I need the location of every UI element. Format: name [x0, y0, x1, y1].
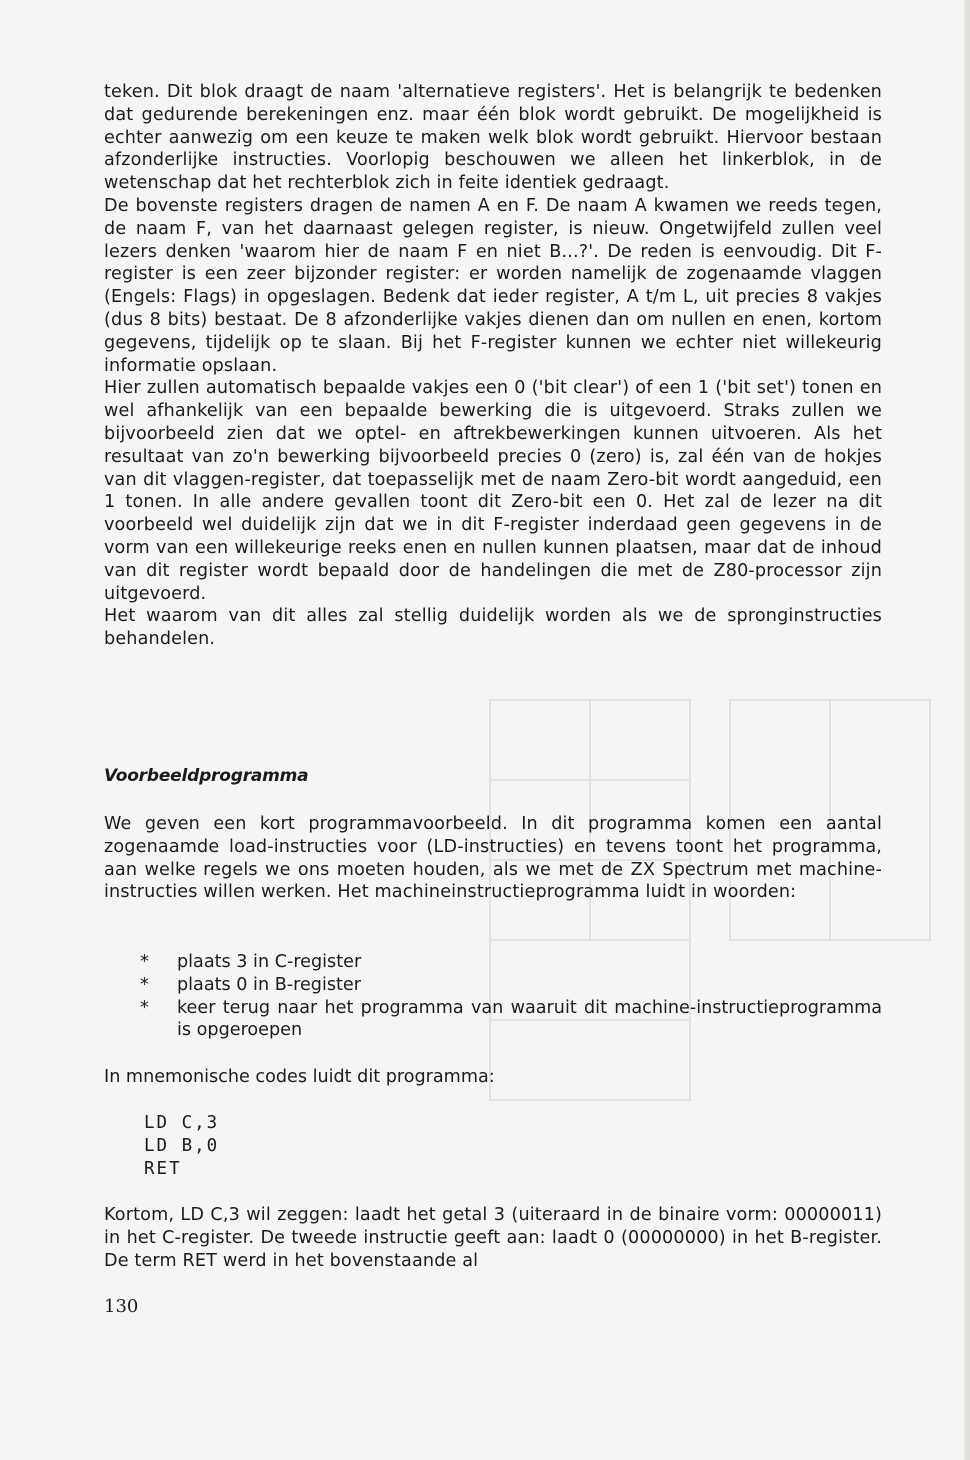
closing-text: [104, 1204, 882, 1272]
page-number: 130: [104, 1296, 139, 1317]
page-edge-shadow: [964, 0, 970, 1460]
bullet-marker: *: [140, 974, 149, 995]
paragraph-alternatieve-registers: teken. Dit blok draagt de naam 'alternatieve registers'. Het is belangrijk te bedenken dat gedurende berekeningen enz. maar één blok wordt gebruikt. De mogelijkheid is echter aanwezig om een keuze te maken welk blok wordt gebruikt. Hiervoor bestaan afzonderlijke instructies. Voorlopig beschouwen we alleen het linkerblok, in de wetenschap dat het rechterblok zich in feite identiek gedraagt.: [104, 82, 882, 194]
mnemonic-intro: In mnemonische codes luidt dit programma:: [104, 1067, 495, 1087]
instruction-list: [140, 951, 882, 1042]
list-item: * plaats 0 in B-register: [140, 974, 361, 995]
bullet-marker: *: [140, 952, 149, 972]
paragraph-kortom: Kortom, LD C,3 wil zeggen: laadt het getal 3 (uiteraard in de binaire vorm: 00000011) in het C-register. De tweede instructie geeft aan: laadt 0 (00000000) in het B-register. De term RET werd in het bovenstaande al: [104, 1205, 882, 1271]
body-text-top: [104, 81, 882, 651]
paragraph-spronginstructies: Het waarom van dit alles zal stellig duidelijk worden als we de spronginstructies behandelen.: [104, 606, 882, 650]
code-listing: [144, 1112, 219, 1181]
section-heading: Voorbeeldprogramma: [104, 766, 309, 786]
code-line: LD B,0: [144, 1136, 220, 1156]
list-item: * keer terug naar het programma van waaruit dit machine-instructieprogramma is opgeroepen: [140, 997, 882, 1041]
section-intro: [104, 813, 882, 904]
paragraph-programmavoorbeeld: We geven een kort programmavoorbeeld. In dit programma komen een aantal zogenaamde load-instructies voor (LD-instructies) en tevens toont het programma, aan welke regels we ons moeten houden, als we met de ZX Spectrum met machine-instructies willen werken. Het machineinstructieprogramma luidt in woorden:: [104, 814, 882, 903]
code-line: LD C,3: [144, 1113, 220, 1133]
code-line: RET: [144, 1159, 182, 1179]
paragraph-zero-bit: Hier zullen automatisch bepaalde vakjes een 0 ('bit clear') of een 1 ('bit set') tonen en wel afhankelijk van een bepaalde bewerking die is uitgevoerd. Straks zullen we bijvoorbeeld zien dat we optel- en aftrekbewerkingen kunnen uitvoeren. Als het resultaat van zo'n bewerking bijvoorbeeld precies 0 (zero) is, zal één van de hokjes van dit vlaggen-register, dat toepasselijk met de naam Zero-bit wordt aangeduid, een 1 tonen. In alle andere gevallen toont dit Zero-bit een 0. Het zal de lezer na dit voorbeeld wel duidelijk zijn dat we in dit F-register inderdaad geen gegevens in de vorm van een willekeurige reeks enen en nullen kunnen plaatsen, maar dat de inhoud van dit register wordt bepaald door de handelingen die met de Z80-processor zijn uitgevoerd.: [104, 378, 882, 604]
paragraph-registers-a-f: De bovenste registers dragen de namen A en F. De naam A kwamen we reeds tegen, de naam F, van het daarnaast gelegen register, is nieuw. Ongetwijfeld zullen veel lezers denken 'waarom hier de naam F en niet B...?'. De reden is eenvoudig. Dit F-register is een zeer bijzonder register: er worden namelijk de zogenaamde vlaggen (Engels: Flags) in opgeslagen. Bedenk dat ieder register, A t/m L, uit precies 8 vakjes (dus 8 bits) bestaat. De 8 afzonderlijke vakjes dienen dan om nullen en enen, kortom gegevens, tijdelijk op te slaan. Bij het F-register kunnen we echter niet willekeurig informatie opslaan.: [104, 195, 882, 376]
bullet-marker: *: [140, 997, 149, 1018]
list-item: * plaats 3 in C-register: [140, 952, 362, 972]
